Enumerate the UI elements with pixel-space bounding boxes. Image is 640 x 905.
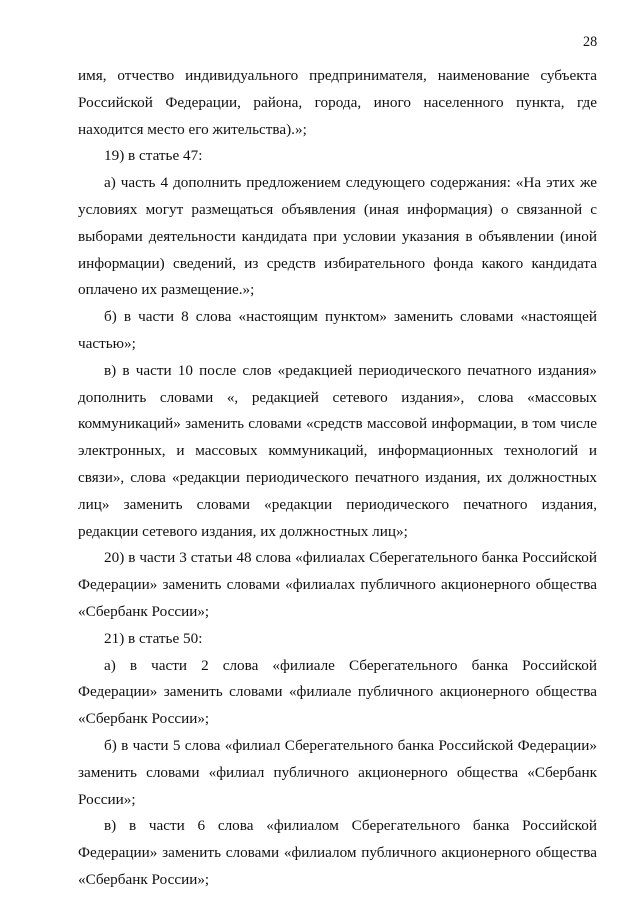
text-line: «Сбербанк России»; xyxy=(78,602,210,620)
paragraph-continuation xyxy=(78,63,597,143)
paragraph-item-19-v xyxy=(78,358,597,546)
text-line: частью»; xyxy=(78,334,136,352)
text-line: выборами деятельности кандидата при условии указания в объявлении (иной xyxy=(78,227,597,245)
paragraph-item-19-b xyxy=(78,304,597,358)
text-line: «Сбербанк России»; xyxy=(78,870,210,888)
text-line: Федерации» заменить словами «филиале публичного акционерного общества xyxy=(78,683,597,701)
paragraph-item-19 xyxy=(78,143,597,170)
text-line: а) в части 2 слова «филиале Сберегательного банка Российской xyxy=(104,656,597,674)
text-line: «Сбербанк России»; xyxy=(78,710,210,728)
paragraph-item-21-b xyxy=(78,733,597,813)
paragraph-item-21-v xyxy=(78,813,597,893)
text-line: Федерации» заменить словами «филиалах публичного акционерного общества xyxy=(78,576,597,594)
paragraph-item-21 xyxy=(78,626,597,653)
text-line: Федерации» заменить словами «филиалом публичного акционерного общества xyxy=(78,844,597,862)
document-body xyxy=(78,63,597,894)
text-line: редакции сетевого издания, их должностных лиц»; xyxy=(78,522,408,540)
text-line: условиях могут размещаться объявления (иная информация) о связанной с xyxy=(78,200,597,218)
text-line: находится место его жительства).»; xyxy=(78,120,307,138)
paragraph-item-20 xyxy=(78,545,597,625)
text-line: оплачено их размещение.»; xyxy=(78,281,255,299)
text-line: 20) в части 3 статьи 48 слова «филиалах Сберегательного банка Российской xyxy=(104,549,597,567)
paragraph-item-21-a xyxy=(78,653,597,733)
text-line: имя, отчество индивидуального предпринимателя, наименование субъекта xyxy=(78,67,597,84)
text-line: 19) в статье 47: xyxy=(104,147,203,165)
text-line: дополнить словами «, редакцией сетевого издания», слова «массовых xyxy=(78,388,597,406)
text-line: электронных, и массовых коммуникаций, информационных технологий и xyxy=(78,442,597,460)
text-line: б) в части 5 слова «филиал Сберегательного банка Российской Федерации» xyxy=(104,736,597,754)
text-line: в) в части 10 после слов «редакцией периодического печатного издания» xyxy=(104,361,597,379)
text-line: России»; xyxy=(78,790,136,808)
text-line: 21) в статье 50: xyxy=(104,629,203,647)
text-line: связи», слова «редакции периодического печатного издания, их должностных xyxy=(78,468,597,486)
text-line: коммуникаций» заменить словами «средств массовой информации, в том числе xyxy=(78,415,597,433)
paragraph-item-19-a xyxy=(78,170,597,304)
text-line: а) часть 4 дополнить предложением следующего содержания: «На этих же xyxy=(104,174,597,192)
text-line: информации) сведений, из средств избирательного фонда какого кандидата xyxy=(78,254,597,272)
text-line: Российской Федерации, района, города, иного населенного пункта, где xyxy=(78,93,597,111)
page-number: 28 xyxy=(583,34,598,50)
text-line: б) в части 8 слова «настоящим пунктом» заменить словами «настоящей xyxy=(104,308,597,326)
text-line: в) в части 6 слова «филиалом Сберегательного банка Российской xyxy=(104,817,597,835)
text-line: заменить словами «филиал публичного акционерного общества «Сбербанк xyxy=(78,763,597,781)
text-line: лиц» заменить словами «редакции периодического печатного издания, xyxy=(78,495,597,513)
